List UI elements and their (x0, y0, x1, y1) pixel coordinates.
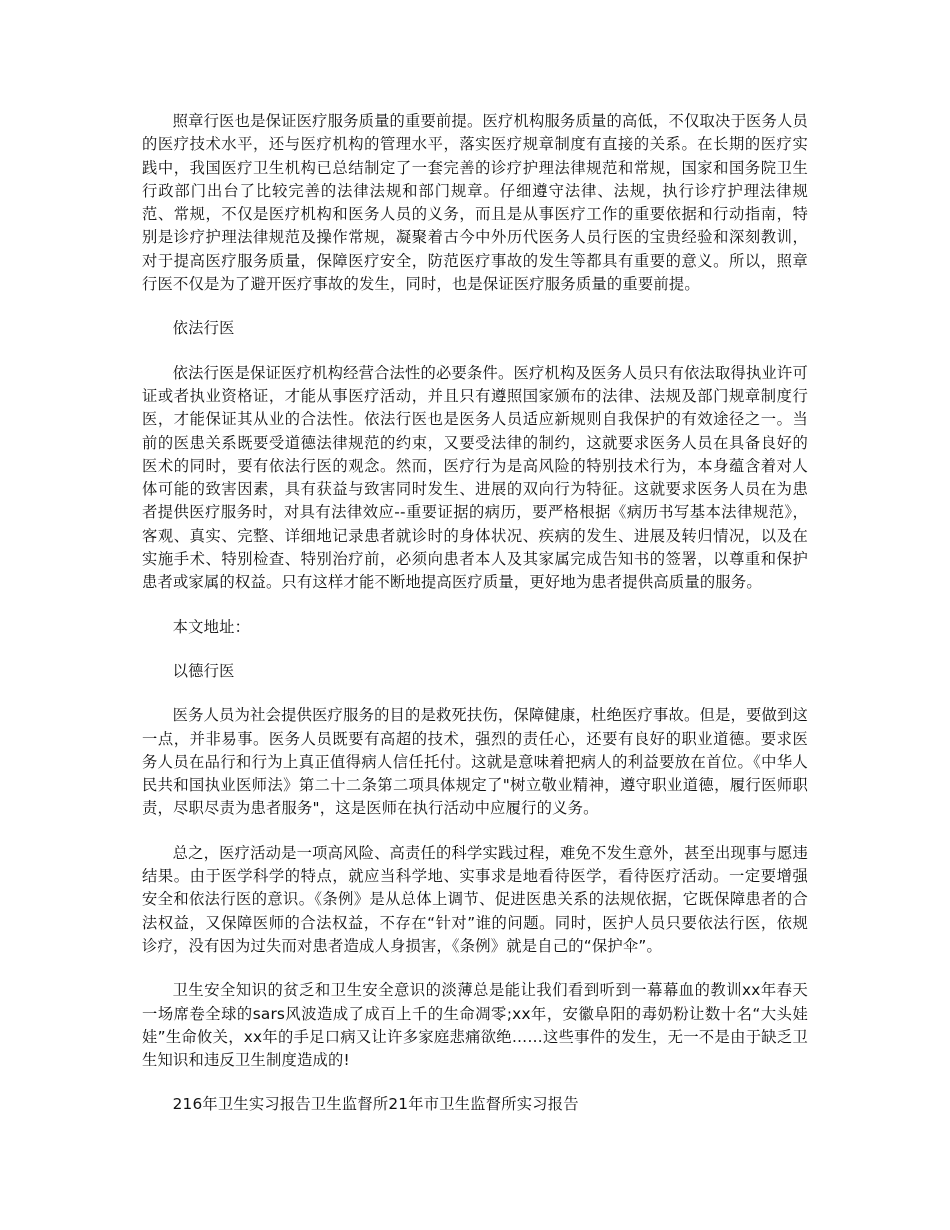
heading-law-practice: 依法行医 (172, 319, 235, 338)
article-address-label: 本文地址： (172, 617, 251, 636)
related-report-title: 216年卫生实习报告卫生监督所21年市卫生监督所实习报告 (172, 1095, 579, 1114)
paragraph-virtue-practice: 医务人员为社会提供医疗服务的目的是救死扶伤，保障健康，杜绝医疗事故。但是，要做到这一点，并非易事。医务人员既要有高超的技术，强烈的责任心，还要有良好的职业道德。要求医务人员在品行和行为上真正值得病人信任托付。这就是意味着把病人的利益要放在首位。《中华人民共和国执业医师法》第二十二条第二项具体规定了"树立敬业精神，遵守职业道德，履行医师职责，尽职尽责为患者服务"，这是医师在执行活动中应履行的义务。 (142, 706, 808, 818)
paragraph-summary: 总之，医疗活动是一项高风险、高责任的科学实践过程，难免不发生意外，甚至出现事与愿违结果。由于医学科学的特点，就应当科学地、实事求是地看待医学，看待医疗活动。一定要增强安全和依法行医的意识。《条例》是从总体上调节、促进医患关系的法规依据，它既保障患者的合法权益，又保障医师的合法权益，不存在“针对”谁的问题。同时，医护人员只要依法行医，依规诊疗，没有因为过失而对患者造成人身损害，《条例》就是自己的“保护伞”。 (142, 843, 808, 955)
document-page (142, 110, 808, 1138)
paragraph-health-safety: 卫生安全知识的贫乏和卫生安全意识的淡薄总是能让我们看到听到一幕幕血的教训xx年春天一场席卷全球的sars风波造成了成百上千的生命凋零;xx年，安徽阜阳的毒奶粉让数十名“大头娃娃”生命攸关，xx年的手足口病又让许多家庭悲痛欲绝……这些事件的发生，无一不是由于缺乏卫生知识和违反卫生制度造成的! (142, 981, 808, 1070)
heading-virtue-practice: 以德行医 (172, 661, 235, 680)
paragraph-law-practice: 依法行医是保证医疗机构经营合法性的必要条件。医疗机构及医务人员只有依法取得执业许可证或者执业资格证，才能从事医疗活动，并且只有遵照国家颁布的法律、法规及部门规章制度行医，才能保证其从业的合法性。依法行医也是医务人员适应新规则自我保护的有效途径之一。当前的医患关系既要受道德法律规范的约束，又要受法律的制约，这就要求医务人员在具备良好的医术的同时，要有依法行医的观念。然而，医疗行为是高风险的特别技术行为，本身蕴含着对人体可能的致害因素，具有获益与致害同时发生、进展的双向行为特征。这就要求医务人员在为患者提供医疗服务时，对具有法律效应--重要证据的病历，要严格根据《病历书写基本法律规范》，客观、真实、完整、详细地记录患者就诊时的身体状况、疾病的发生、进展及转归情况，以及在实施手术、特别检查、特别治疗前，必须向患者本人及其家属完成告知书的签署，以尊重和保护患者或家属的权益。只有这样才能不断地提高医疗质量，更好地为患者提供高质量的服务。 (142, 363, 808, 592)
paragraph-rules-practice: 照章行医也是保证医疗服务质量的重要前提。医疗机构服务质量的高低，不仅取决于医务人员的医疗技术水平，还与医疗机构的管理水平，落实医疗规章制度有直接的关系。在长期的医疗实践中，我国医疗卫生机构已总结制定了一套完善的诊疗护理法律规范和常规，国家和国务院卫生行政部门出台了比较完善的法律法规和部门规章。仔细遵守法律、法规，执行诊疗护理法律规范、常规，不仅是医疗机构和医务人员的义务，而且是从事医疗工作的重要依据和行动指南，特别是诊疗护理法律规范及操作常规，凝聚着古今中外历代医务人员行医的宝贵经验和深刻教训，对于提高医疗服务质量，保障医疗安全，防范医疗事故的发生等都具有重要的意义。所以，照章行医不仅是为了避开医疗事故的发生，同时，也是保证医疗服务质量的重要前提。 (142, 112, 808, 294)
